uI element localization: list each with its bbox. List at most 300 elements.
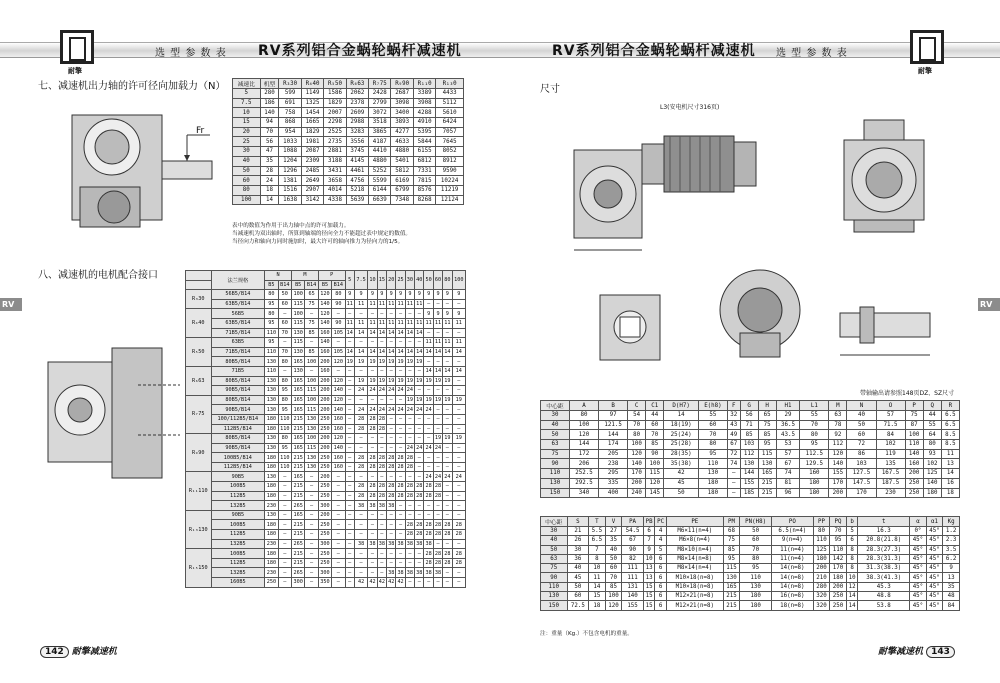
column-header: B14 — [278, 280, 291, 290]
table-cell: — — [305, 510, 318, 520]
table-cell: — — [415, 549, 424, 559]
table-cell: 25(24) — [664, 430, 699, 440]
column-header: 中心距 — [541, 517, 568, 527]
table-cell: — — [396, 424, 405, 434]
table-cell: 131 — [622, 582, 644, 591]
table-row — [186, 453, 466, 463]
table-cell: 36 — [567, 554, 589, 563]
table-cell: 2525 — [324, 127, 346, 137]
table-cell: 120 — [332, 434, 345, 444]
table-cell: 38 — [388, 540, 395, 547]
table-cell: 160 — [332, 462, 345, 472]
table-cell: 24 — [452, 472, 465, 482]
table-cell: 14(n=8) — [771, 573, 813, 582]
table-cell: 100B5 — [211, 520, 265, 530]
table-cell: 85 — [605, 582, 622, 591]
table-cell: 75 — [758, 420, 776, 430]
table-cell: — — [345, 366, 354, 376]
column-header: 25 — [396, 271, 405, 290]
table-cell: 140 — [829, 459, 847, 469]
table-cell: 19 — [416, 358, 423, 365]
table-cell: 215 — [292, 424, 305, 434]
table-cell: 140 — [332, 443, 345, 453]
table-cell: 70 — [260, 127, 279, 137]
table-cell: — — [452, 568, 465, 578]
table-cell: — — [443, 501, 452, 511]
table-cell: 180 — [698, 478, 727, 488]
table-cell: 144 — [740, 469, 758, 479]
table-cell: 6144 — [369, 185, 391, 195]
table-cell: 180 — [265, 462, 278, 472]
table-cell: 35 — [260, 156, 279, 166]
table-cell: 120 — [628, 449, 646, 459]
table-cell: 160 — [318, 366, 331, 376]
table-cell: — — [443, 386, 452, 396]
table-cell: 19 — [452, 434, 465, 444]
table-cell: 3072 — [369, 108, 391, 118]
table-cell: 135 — [876, 459, 905, 469]
table-cell: 14 — [452, 347, 465, 357]
table-cell: 6.5 — [941, 420, 959, 430]
table-cell: 120 — [646, 478, 664, 488]
table-cell: — — [387, 443, 396, 453]
table-cell: — — [332, 558, 345, 568]
table-cell: 95 — [758, 440, 776, 450]
table-cell: 80 — [233, 185, 261, 195]
table-cell: 4633 — [391, 137, 413, 147]
table-cell: — — [368, 309, 377, 319]
table-cell: 67 — [622, 536, 644, 545]
table-cell: — — [305, 501, 318, 511]
table-cell: — — [332, 539, 345, 549]
table-cell: 24 — [434, 444, 442, 451]
table-cell: 265 — [292, 539, 305, 549]
table-cell: 38 — [354, 501, 367, 511]
table-cell: — — [354, 568, 367, 578]
table-cell: 31.3(38.3) — [858, 564, 910, 573]
table-cell: — — [433, 453, 442, 463]
table-cell: — — [405, 558, 414, 568]
table-cell: — — [368, 520, 377, 530]
table-row — [233, 89, 464, 99]
table-cell: 50 — [605, 554, 622, 563]
table-cell: 95 — [265, 338, 278, 348]
header-row — [541, 517, 960, 527]
table-cell: 3389 — [413, 89, 435, 99]
table-cell: 115 — [292, 318, 305, 328]
table-cell: 72 — [847, 440, 876, 450]
table-cell: — — [354, 443, 367, 453]
table-cell: 1829 — [301, 127, 323, 137]
table-cell: — — [345, 501, 354, 511]
table-cell: — — [377, 568, 386, 578]
table-cell: 100 — [570, 420, 599, 430]
table-cell: — — [443, 578, 452, 588]
table-cell: 300 — [318, 539, 331, 549]
table-cell: 110 — [278, 453, 291, 463]
table-cell: 8.5 — [941, 430, 959, 440]
table-cell: 19 — [378, 377, 385, 384]
table-cell: 28 — [425, 492, 432, 499]
table-cell: 115 — [305, 443, 318, 453]
table-cell: 28 — [397, 492, 404, 499]
table-cell: 38 — [434, 569, 442, 576]
table-cell: 45° — [910, 564, 927, 573]
table-cell: 80 — [278, 434, 291, 444]
table-cell: 28 — [369, 464, 376, 471]
table-cell: 215 — [292, 414, 305, 424]
table-cell: 9 — [443, 290, 452, 300]
table-cell: 16(n=8) — [771, 592, 813, 601]
column-header: 20 — [387, 271, 396, 290]
table-cell: 4461 — [346, 166, 368, 176]
table-cell: 14 — [846, 601, 858, 610]
table-cell: 7.5 — [233, 98, 261, 108]
table-cell: 155 — [740, 478, 758, 488]
table-cell: — — [332, 482, 345, 492]
table-cell: 120 — [570, 430, 599, 440]
table-cell: — — [278, 510, 291, 520]
table-cell: — — [345, 530, 354, 540]
table-cell: 19 — [406, 377, 414, 384]
table-cell: 132B5 — [211, 539, 265, 549]
table-cell: 28 — [425, 483, 432, 490]
table-cell: 186 — [260, 98, 279, 108]
table-cell: 93 — [923, 449, 941, 459]
table-cell: 63B5 — [211, 338, 265, 348]
table-cell: 43.5 — [776, 430, 800, 440]
table-cell: 56 — [740, 411, 758, 421]
table-cell: 15 — [233, 118, 261, 128]
table-cell: 70 — [740, 545, 772, 554]
column-header: H1 — [776, 401, 800, 411]
table-cell: — — [305, 366, 318, 376]
table-cell: — — [424, 328, 433, 338]
table-cell: 38 — [388, 569, 395, 576]
table-cell: 4910 — [413, 118, 435, 128]
table-cell: 28 — [406, 531, 414, 538]
table-cell: — — [345, 578, 354, 588]
table-cell: 180 — [800, 478, 829, 488]
table-row — [186, 386, 466, 396]
column-header: 减速比 — [233, 79, 261, 89]
column-header: M — [829, 401, 847, 411]
table-cell: 24 — [406, 444, 414, 451]
table-cell: 102 — [876, 440, 905, 450]
table-cell: 50 — [278, 290, 291, 300]
table-cell: 45° — [910, 573, 927, 582]
table-cell: M6×11(n=4) — [666, 527, 723, 536]
table-cell: 5252 — [369, 166, 391, 176]
table-cell: 130 — [265, 443, 278, 453]
table-cell: — — [377, 558, 386, 568]
table-cell: 45° — [926, 573, 943, 582]
table-cell: 63B5/B14 — [211, 318, 265, 328]
table-cell: 63 — [541, 554, 568, 563]
column-header: F — [727, 401, 740, 411]
table-cell: 206 — [570, 459, 599, 469]
table-cell: 24 — [388, 406, 395, 413]
table-cell: 185 — [740, 488, 758, 498]
table-cell: 8052 — [436, 147, 464, 157]
table-cell: 140 — [260, 108, 279, 118]
table-cell: 5112 — [436, 98, 464, 108]
table-cell: — — [354, 520, 367, 530]
table-cell: 70 — [628, 420, 646, 430]
column-header: 50 — [424, 271, 433, 290]
table-cell: — — [368, 443, 377, 453]
table-cell: 127.5 — [847, 469, 876, 479]
table-cell: 14 — [452, 366, 465, 376]
table-cell: 215 — [292, 558, 305, 568]
table-cell: 160 — [318, 347, 331, 357]
table-cell: 145 — [646, 488, 664, 498]
table-cell: 38 — [388, 502, 395, 509]
table-cell: 2062 — [346, 89, 368, 99]
model-cell: R₇75 — [186, 395, 212, 433]
table-cell: 250 — [318, 424, 331, 434]
table-cell: 85 — [305, 347, 318, 357]
table-cell: — — [396, 472, 405, 482]
table-cell: 56B5 — [211, 309, 265, 319]
table-cell: — — [387, 549, 396, 559]
table-cell: 350 — [318, 578, 331, 588]
logo-caption: 耐擎 — [918, 67, 932, 75]
table-cell: 110 — [265, 347, 278, 357]
table-cell: 45° — [926, 564, 943, 573]
table-cell: 15 — [643, 601, 655, 610]
table-cell: 215 — [292, 549, 305, 559]
table-cell: 130 — [265, 510, 278, 520]
table-cell: 14 — [378, 349, 385, 356]
note-line: 当径向力和轴向力同时施加时，最大许可的轴向推力为径向力的1/5。 — [232, 239, 404, 245]
table-cell: 24 — [434, 473, 442, 480]
table-cell: 120 — [318, 290, 331, 300]
table-cell: — — [345, 520, 354, 530]
dimensions-table-2 — [540, 516, 960, 611]
table-cell: 3142 — [301, 195, 323, 205]
header-subtitle: 选 型 参 数 表 — [776, 48, 848, 59]
table-cell: 130 — [292, 328, 305, 338]
column-header: R₁₃0 — [436, 79, 464, 89]
table-cell: 5812 — [391, 166, 413, 176]
table-cell: 954 — [279, 127, 301, 137]
table-cell: 2378 — [346, 98, 368, 108]
table-cell: 102 — [923, 459, 941, 469]
table-cell: 130 — [740, 582, 772, 591]
table-cell: 295 — [599, 469, 628, 479]
table-cell: — — [345, 405, 354, 415]
column-header: B14 — [305, 280, 318, 290]
table-cell: 160 — [800, 469, 829, 479]
table-cell: 2428 — [369, 89, 391, 99]
table-cell: 71B5/B14 — [211, 328, 265, 338]
column-header: α — [910, 517, 927, 527]
table-cell: 28 — [452, 549, 465, 559]
model-cell: R₄40 — [186, 309, 212, 338]
table-row — [233, 98, 464, 108]
column-header: PC — [655, 517, 667, 527]
table-cell: 110 — [265, 366, 278, 376]
table-cell: — — [452, 578, 465, 588]
table-cell: 112B5/B14 — [211, 462, 265, 472]
table-cell: 45° — [926, 545, 943, 554]
table-cell: — — [332, 530, 345, 540]
table-row — [233, 127, 464, 137]
table-row — [186, 347, 466, 357]
table-cell: 9 — [396, 290, 405, 300]
table-cell: 3098 — [391, 98, 413, 108]
column-header: 60 — [433, 271, 442, 290]
table-cell: 265 — [292, 501, 305, 511]
table-cell: 11 — [388, 301, 395, 308]
table-cell: — — [415, 424, 424, 434]
table-cell: 74 — [727, 459, 740, 469]
table-row — [541, 554, 960, 563]
table-cell: 19 — [346, 358, 353, 365]
table-cell: 45° — [926, 592, 943, 601]
model-cell: R₁₅150 — [186, 549, 212, 587]
table-cell: — — [377, 530, 386, 540]
table-cell: 11 — [397, 301, 404, 308]
column-header: B5 — [318, 280, 331, 290]
table-cell: 1381 — [279, 176, 301, 186]
table-cell: 19 — [425, 397, 432, 404]
table-cell: 63 — [541, 440, 570, 450]
table-cell: M12×21(n=8) — [666, 601, 723, 610]
table-cell: 75 — [541, 564, 568, 573]
table-cell: 28 — [354, 482, 367, 492]
table-cell: 25 — [233, 137, 261, 147]
table-cell: — — [405, 501, 414, 511]
column-header: PB — [643, 517, 655, 527]
gearbox-side-drawing — [50, 95, 230, 245]
table-cell: 78 — [829, 420, 847, 430]
model-cell: R₁₁110 — [186, 472, 212, 510]
table-cell: — — [396, 434, 405, 444]
table-cell: 11 — [378, 301, 385, 308]
table-cell: 300 — [318, 501, 331, 511]
table-cell: — — [443, 462, 452, 472]
table-cell: — — [345, 309, 354, 319]
table-cell: 110 — [541, 469, 570, 479]
table-cell: 180 — [265, 558, 278, 568]
table-cell: 45° — [926, 536, 943, 545]
table-cell: 38 — [406, 569, 414, 576]
table-cell: 9 — [433, 309, 442, 319]
table-cell: — — [377, 520, 386, 530]
table-row — [186, 366, 466, 376]
table-cell: — — [452, 482, 465, 492]
table-cell: 320 — [813, 601, 830, 610]
table-cell: — — [443, 424, 452, 434]
table-cell: 50 — [567, 582, 589, 591]
table-cell: 9 — [452, 309, 465, 319]
table-cell: — — [433, 405, 442, 415]
table-cell: — — [443, 453, 452, 463]
table-cell: — — [354, 434, 367, 444]
table-cell: 300 — [292, 578, 305, 588]
table-cell: 7057 — [436, 127, 464, 137]
motor-interface-table — [185, 270, 466, 588]
table-cell: 3745 — [346, 147, 368, 157]
table-cell: 19 — [369, 358, 376, 365]
table-cell: 8912 — [436, 156, 464, 166]
table-row — [186, 376, 466, 386]
table-cell: 40 — [605, 545, 622, 554]
column-header: V — [605, 517, 622, 527]
table-cell: 75 — [305, 318, 318, 328]
table-cell: 11(n=4) — [771, 545, 813, 554]
table-cell: 11 — [369, 301, 376, 308]
column-header: 80 — [443, 271, 452, 290]
table-cell: 28 — [378, 492, 385, 499]
table-cell: 180 — [265, 520, 278, 530]
table-cell: 19 — [388, 358, 395, 365]
l3-label: L3(安电机尺寸316页) — [660, 104, 720, 111]
table-cell: 45° — [926, 582, 943, 591]
table-cell: — — [354, 530, 367, 540]
table-cell: 80 — [332, 290, 345, 300]
column-header: M — [292, 271, 319, 281]
table-cell: 11 — [346, 301, 353, 308]
column-header: T — [589, 517, 606, 527]
table-cell: 280 — [260, 89, 279, 99]
column-header: H — [758, 401, 776, 411]
table-cell: — — [345, 482, 354, 492]
table-cell: — — [332, 520, 345, 530]
table-cell: — — [415, 453, 424, 463]
table-cell: 9 — [377, 290, 386, 300]
table-cell: 28 — [444, 560, 451, 567]
table-cell: 28 — [406, 492, 414, 499]
table-row — [541, 564, 960, 573]
table-cell: 18(19) — [664, 420, 699, 430]
table-cell: 24 — [260, 176, 279, 186]
column-header: R — [941, 401, 959, 411]
table-cell: 40 — [567, 564, 589, 573]
table-cell: 90B5 — [211, 510, 265, 520]
table-cell: 28 — [388, 464, 395, 471]
table-cell: 14 — [346, 329, 353, 336]
table-row — [541, 536, 960, 545]
table-cell: — — [452, 376, 465, 386]
column-header: 100 — [452, 271, 465, 290]
table-cell: 1454 — [301, 108, 323, 118]
model-cell: R₃30 — [186, 290, 212, 309]
table-row — [186, 424, 466, 434]
table-cell: 75 — [723, 536, 740, 545]
table-cell: 48.8 — [858, 592, 910, 601]
table-cell: 28 — [452, 530, 465, 540]
table-row — [541, 469, 960, 479]
table-cell: 120 — [318, 309, 331, 319]
table-cell: 9 — [405, 290, 414, 300]
table-cell: 80 — [265, 309, 278, 319]
table-cell: — — [354, 366, 367, 376]
table-cell: 19 — [444, 377, 451, 384]
table-cell: — — [396, 501, 405, 511]
table-cell: 40 — [847, 411, 876, 421]
table-cell: 130 — [292, 366, 305, 376]
table-cell: 28 — [416, 521, 423, 528]
column-header: D(H7) — [664, 401, 699, 411]
table-row — [186, 501, 466, 511]
table-cell: 90 — [541, 573, 568, 582]
table-cell: 140 — [332, 405, 345, 415]
table-cell: 180 — [830, 573, 847, 582]
table-cell: 155 — [829, 469, 847, 479]
